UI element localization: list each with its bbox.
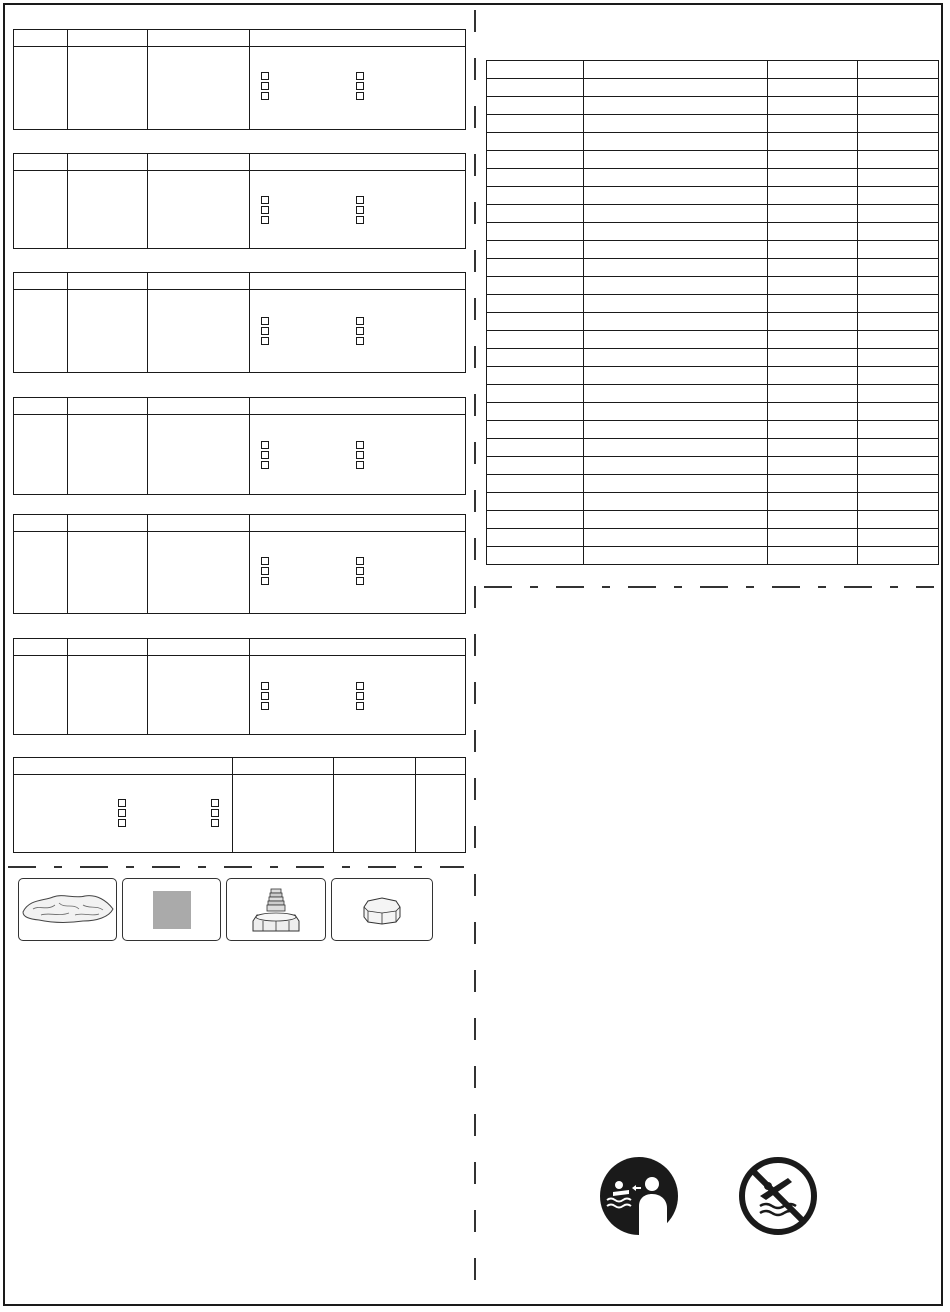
summary-block-header: [14, 758, 465, 775]
section-divider-right: [484, 586, 934, 588]
table-header-rule: [487, 78, 938, 79]
checkbox[interactable]: [261, 327, 269, 335]
part-card-cap: [331, 878, 433, 941]
checkbox[interactable]: [356, 557, 364, 565]
table-row-rule: [487, 204, 938, 205]
checkbox[interactable]: [356, 216, 364, 224]
form-block-5: [13, 514, 466, 614]
table-row-rule: [487, 510, 938, 511]
checkbox[interactable]: [356, 702, 364, 710]
parts-table: [486, 60, 939, 565]
checkbox[interactable]: [356, 72, 364, 80]
table-row-rule: [487, 312, 938, 313]
form-block-header: [14, 398, 465, 415]
form-block-1: [13, 29, 466, 130]
checkbox[interactable]: [356, 206, 364, 214]
checkbox[interactable]: [261, 196, 269, 204]
part-card-liner: [18, 878, 117, 941]
checkbox[interactable]: [261, 441, 269, 449]
table-row-rule: [487, 384, 938, 385]
no-diving-icon: [738, 1156, 818, 1236]
table-row-rule: [487, 258, 938, 259]
checkbox[interactable]: [261, 72, 269, 80]
checkbox[interactable]: [261, 567, 269, 575]
checkbox[interactable]: [261, 451, 269, 459]
summary-block: [13, 757, 466, 853]
form-block-header: [14, 639, 465, 656]
checkbox[interactable]: [356, 82, 364, 90]
table-row-rule: [487, 222, 938, 223]
checkbox[interactable]: [261, 206, 269, 214]
checkbox[interactable]: [356, 567, 364, 575]
table-row-rule: [487, 294, 938, 295]
table-row-rule: [487, 186, 938, 187]
part-card-panel: [122, 878, 221, 941]
hex-cap-icon: [332, 879, 432, 940]
checkbox[interactable]: [356, 692, 364, 700]
pool-liner-icon: [19, 879, 116, 940]
table-row-rule: [487, 114, 938, 115]
table-row-rule: [487, 492, 938, 493]
form-block-header: [14, 273, 465, 290]
table-row-rule: [487, 348, 938, 349]
supervise-children-icon: [599, 1156, 679, 1236]
checkbox[interactable]: [118, 809, 126, 817]
checkbox[interactable]: [356, 92, 364, 100]
checkbox[interactable]: [261, 557, 269, 565]
form-block-2: [13, 153, 466, 249]
form-block-header: [14, 154, 465, 171]
table-row-rule: [487, 276, 938, 277]
form-block-header: [14, 30, 465, 47]
table-row-rule: [487, 330, 938, 331]
table-row-rule: [487, 528, 938, 529]
checkbox[interactable]: [356, 451, 364, 459]
checkbox[interactable]: [261, 216, 269, 224]
checkbox[interactable]: [211, 809, 219, 817]
gray-panel-icon: [123, 879, 220, 940]
table-row-rule: [487, 240, 938, 241]
table-row-rule: [487, 168, 938, 169]
table-row-rule: [487, 546, 938, 547]
table-row-rule: [487, 132, 938, 133]
table-row-rule: [487, 402, 938, 403]
checkbox[interactable]: [261, 577, 269, 585]
checkbox[interactable]: [356, 317, 364, 325]
checkbox[interactable]: [261, 682, 269, 690]
form-block-header: [14, 515, 465, 532]
checkbox[interactable]: [261, 317, 269, 325]
checkbox[interactable]: [211, 799, 219, 807]
form-block-6: [13, 638, 466, 735]
checkbox[interactable]: [356, 577, 364, 585]
valve-connector-icon: [227, 879, 325, 940]
column-divider: [474, 10, 476, 1280]
checkbox[interactable]: [261, 92, 269, 100]
checkbox[interactable]: [356, 327, 364, 335]
section-divider-left: [8, 866, 464, 868]
checkbox[interactable]: [261, 461, 269, 469]
checkbox[interactable]: [356, 196, 364, 204]
form-block-3: [13, 272, 466, 373]
table-row-rule: [487, 438, 938, 439]
checkbox[interactable]: [356, 441, 364, 449]
checkbox[interactable]: [261, 702, 269, 710]
checkbox[interactable]: [356, 461, 364, 469]
checkbox[interactable]: [118, 799, 126, 807]
table-row-rule: [487, 150, 938, 151]
checkbox[interactable]: [261, 692, 269, 700]
checkbox[interactable]: [356, 337, 364, 345]
form-block-4: [13, 397, 466, 495]
checkbox[interactable]: [261, 82, 269, 90]
table-row-rule: [487, 456, 938, 457]
table-row-rule: [487, 96, 938, 97]
table-row-rule: [487, 420, 938, 421]
checkbox[interactable]: [261, 337, 269, 345]
checkbox[interactable]: [356, 682, 364, 690]
table-row-rule: [487, 474, 938, 475]
checkbox[interactable]: [211, 819, 219, 827]
part-card-valve: [226, 878, 326, 941]
checkbox[interactable]: [118, 819, 126, 827]
table-row-rule: [487, 366, 938, 367]
